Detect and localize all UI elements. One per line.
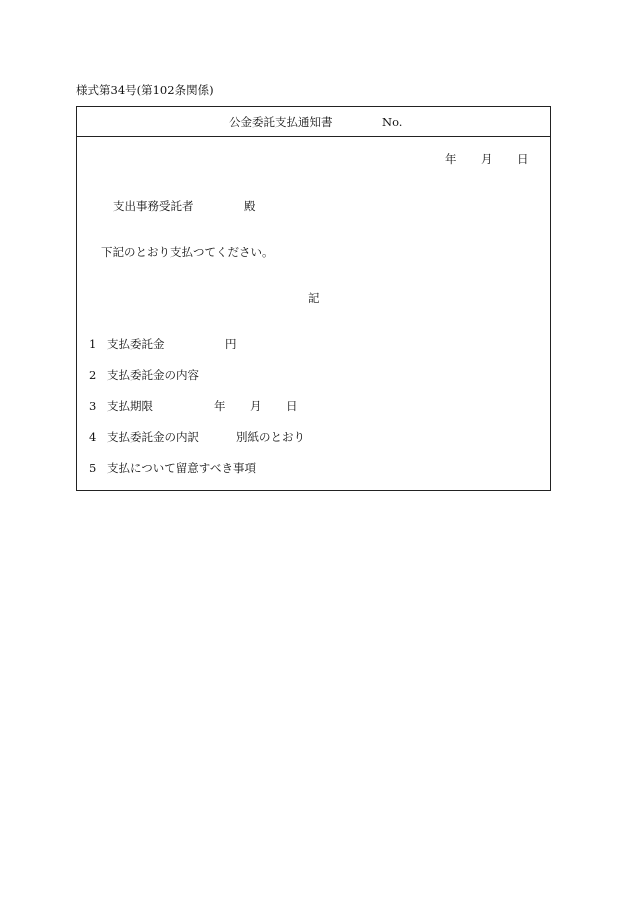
document-title: 公金委託支払通知書 [229,115,333,129]
item-label: 支払委託金の内容 [107,368,199,382]
title-divider [77,136,550,137]
deadline-year: 年 [214,399,226,413]
item-number: 5 [89,461,97,475]
date-year: 年 [445,152,457,166]
notice-form [76,106,551,491]
breakdown-note: 別紙のとおり [236,430,305,444]
item-number: 2 [89,368,97,382]
ki-heading: 記 [308,291,320,305]
item-number: 4 [89,430,97,444]
addressee-honorific: 殿 [244,199,256,213]
addressee-name: 支出事務受託者 [113,199,194,213]
item-number: 1 [89,337,97,351]
item-label: 支払委託金 [107,337,165,351]
item-label: 支払期限 [107,399,153,413]
item-number: 3 [89,399,97,413]
date-month: 月 [481,152,493,166]
number-label: No. [382,115,403,129]
item-unit-yen: 円 [225,337,237,351]
deadline-day: 日 [286,399,298,413]
request-text: 下記のとおり支払つてください。 [101,245,274,259]
date-day: 日 [517,152,529,166]
item-label: 支払について留意すべき事項 [107,461,257,475]
deadline-month: 月 [250,399,262,413]
item-label: 支払委託金の内訳 [107,430,199,444]
form-number-label: 様式第34号(第102条関係) [76,83,214,97]
